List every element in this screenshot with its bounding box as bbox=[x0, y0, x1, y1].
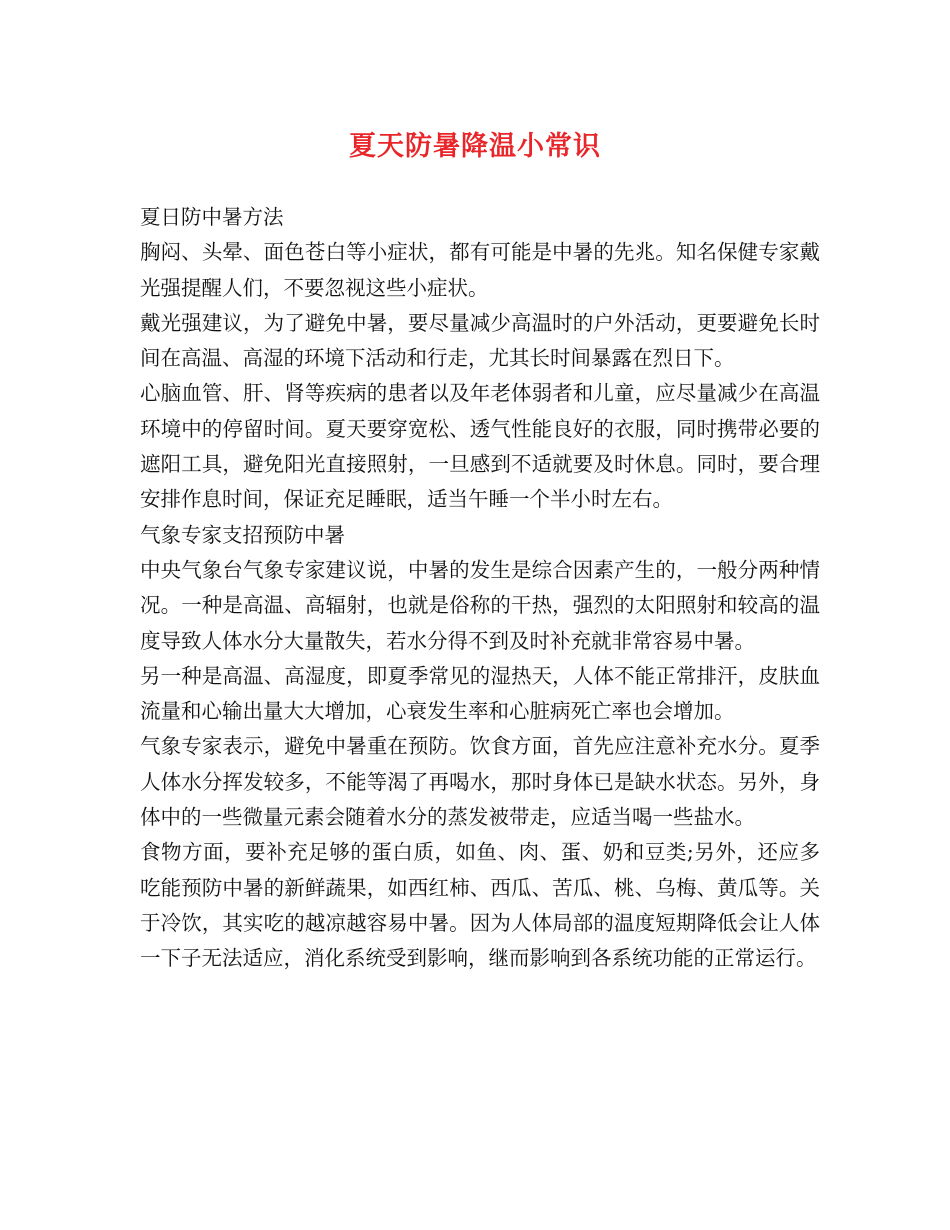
paragraph: 气象专家表示，避免中暑重在预防。饮食方面，首先应注意补充水分。夏季人体水分挥发较多，不能等渴了再喝水，那时身体已是缺水状态。另外，身体中的一些微量元素会随着水分的蒸发被带走，应适当喝一些盐水。 bbox=[140, 734, 820, 830]
paragraph: 胸闷、头晕、面色苍白等小症状，都有可能是中暑的先兆。知名保健专家戴光强提醒人们，不要忽视这些小症状。 bbox=[140, 240, 820, 300]
paragraph: 气象专家支招预防中暑 bbox=[140, 522, 345, 547]
paragraph: 心脑血管、肝、肾等疾病的患者以及年老体弱者和儿童，应尽量减少在高温环境中的停留时间。夏天要穿宽松、透气性能良好的衣服，同时携带必要的遮阳工具，避免阳光直接照射，一旦感到不适就要及时休息。同时，要合理安排作息时间，保证充足睡眠，适当午睡一个半小时左右。 bbox=[140, 381, 820, 512]
document-body bbox=[140, 200, 820, 977]
paragraph: 夏日防中暑方法 bbox=[140, 205, 284, 229]
paragraph: 中央气象台气象专家建议说，中暑的发生是综合因素产生的，一般分两种情况。一种是高温、高辐射，也就是俗称的干热，强烈的太阳照射和较高的温度导致人体水分大量散失，若水分得不到及时补充就非常容易中暑。 bbox=[140, 557, 820, 653]
paragraph: 食物方面，要补充足够的蛋白质，如鱼、肉、蛋、奶和豆类;另外，还应多吃能预防中暑的新鲜蔬果，如西红柿、西瓜、苦瓜、桃、乌梅、黄瓜等。关于冷饮，其实吃的越凉越容易中暑。因为人体局部的温度短期降低会让人体一下子无法适应，消化系统受到影响，继而影响到各系统功能的正常运行。 bbox=[140, 840, 820, 971]
paragraph: 另一种是高温、高湿度，即夏季常见的湿热天，人体不能正常排汗，皮肤血流量和心输出量大大增加，心衰发生率和心脏病死亡率也会增加。 bbox=[140, 663, 820, 724]
paragraph: 戴光强建议，为了避免中暑，要尽量减少高温时的户外活动，更要避免长时间在高温、高湿的环境下活动和行走，尤其长时间暴露在烈日下。 bbox=[140, 310, 820, 371]
document-title: 夏天防暑降温小常识 bbox=[349, 131, 601, 162]
